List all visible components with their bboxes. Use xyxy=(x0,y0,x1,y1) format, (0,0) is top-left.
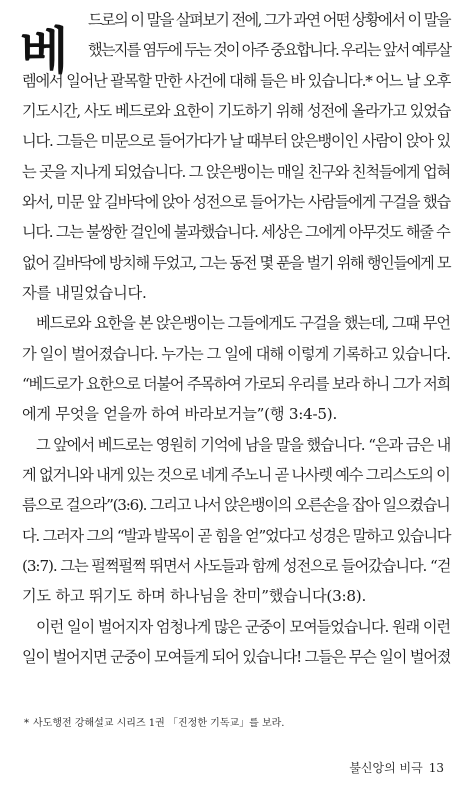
text-line: 이런 일이 벌어지자 엄청나게 많은 군중이 모여들었습니다. 원래 이런 xyxy=(36,618,450,636)
text-line: 없어 길바닥에 방치해 두었고, 그는 동전 몇 푼을 벌기 위해 행인들에게 모 xyxy=(22,254,451,272)
text-line: (3:7). 그는 펄쩍펄쩍 뛰면서 사도들과 함께 성전으로 들어갔습니다. “걷 xyxy=(22,557,451,575)
text-line: “베드로가 요한으로 더불어 주목하여 가로되 우리를 보라 하니 그가 저희 xyxy=(22,375,450,393)
text-line: 게 없거니와 내게 있는 것으로 네게 주노니 곧 나사렛 예수 그리스도의 이 xyxy=(22,466,450,484)
footnote-mark: * xyxy=(24,718,29,729)
running-title: 불신앙의 비극 xyxy=(349,761,423,775)
text-line: 는 곳을 지나게 되었습니다. 그 앉은뱅이는 매일 친구와 친척들에게 업혀 xyxy=(22,163,450,181)
drop-cap: 베 xyxy=(20,22,69,80)
text-line: 일이 벌어지면 군중이 모여들게 되어 있습니다! 그들은 무슨 일이 벌어졌 xyxy=(22,648,451,666)
text-line: 렘에서 일어난 괄목할 만한 사건에 대해 들은 바 있습니다.* 어느 날 오후 xyxy=(22,72,451,90)
footnote-text: 사도행전 강해설교 시리즈 1권 「진정한 기독교」를 보라. xyxy=(33,718,285,729)
text-line: 기도 하고 뛰기도 하며 하나님을 찬미”했습니다(3:8). xyxy=(22,587,367,605)
text-line: 와서, 미문 앞 길바닥에 앉아 성전으로 들어가는 사람들에게 구걸을 했습 xyxy=(22,193,450,211)
text-line: 기도시간, 사도 베드로와 요한이 기도하기 위해 성전에 올라가고 있었습 xyxy=(22,102,451,120)
text-line: 니다. 그들은 미문으로 들어가다가 날 때부터 앉은뱅이인 사람이 앉아 있 xyxy=(22,132,450,150)
text-line: 가 일이 벌어졌습니다. 누가는 그 일에 대해 이렇게 기록하고 있습니다. xyxy=(22,345,451,363)
text-line: 그 앞에서 베드로는 영원히 기억에 남을 말을 했습니다. “은과 금은 내 xyxy=(36,436,451,454)
text-line: 니다. 그는 불쌍한 걸인에 불과했습니다. 세상은 그에게 아무것도 해줄 수 xyxy=(22,223,450,241)
footnote xyxy=(24,717,284,731)
text-line: 다. 그러자 그의 “발과 발목이 곧 힘을 얻”었다고 성경은 말하고 있습니다 xyxy=(22,527,451,545)
text-line: 름으로 걸으라”(3:6). 그리고 나서 앉은뱅이의 오른손을 잡아 일으켰습니 xyxy=(22,496,450,514)
page-number: 13 xyxy=(428,761,444,775)
text-line: 자를 내밀었습니다. xyxy=(22,284,147,302)
text-line: 에게 무엇을 얻을까 하여 바라보거늘”(행 3:4-5). xyxy=(22,405,338,423)
text-line: 베드로와 요한을 본 앉은뱅이는 그들에게도 구걸을 했는데, 그때 무언 xyxy=(36,314,450,332)
text-line: 드로의 이 말을 살펴보기 전에, 그가 과연 어떤 상황에서 이 말을 xyxy=(88,11,450,29)
page-footer xyxy=(349,760,444,776)
text-line: 했는지를 염두에 두는 것이 아주 중요합니다. 우리는 앞서 예루살 xyxy=(88,41,451,59)
